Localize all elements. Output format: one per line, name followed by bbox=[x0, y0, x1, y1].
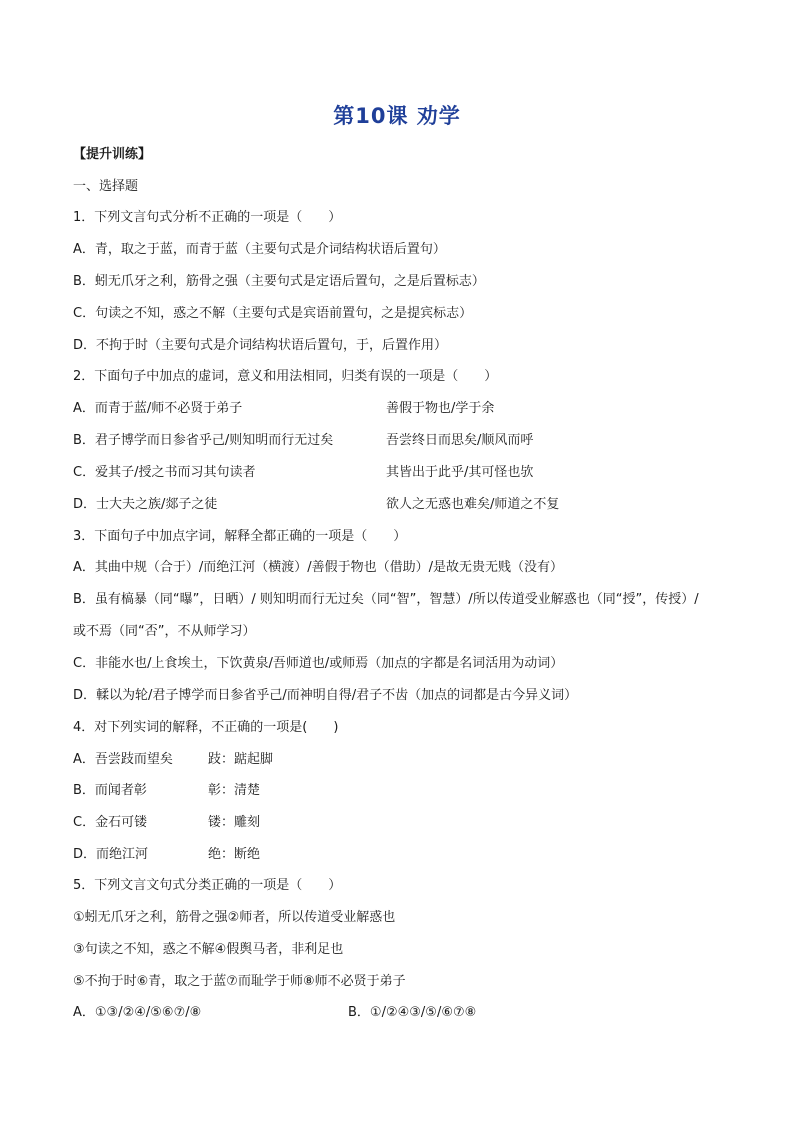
q2-option-d bbox=[73, 495, 754, 515]
q4-option-c-left: C．金石可镂 bbox=[73, 815, 148, 830]
q5-sentence-line3: ⑤不拘于时⑥青，取之于蓝⑦而耻学于师⑧师不必贤于弟子 bbox=[73, 974, 406, 989]
q2-option-b bbox=[73, 431, 754, 451]
q1-stem: 1．下列文言句式分析不正确的一项是（ ） bbox=[73, 210, 342, 225]
q3-stem: 3．下面句子中加点字词，解释全都正确的一项是（ ） bbox=[73, 529, 407, 544]
q4-option-d-left: D．而绝江河 bbox=[73, 847, 149, 862]
q2-option-b-left: B．君子博学而日参省乎己/则知明而行无过矣 bbox=[73, 433, 334, 448]
q2-option-d-right: 欲人之无惑也难矣/师道之不复 bbox=[386, 497, 560, 512]
q3-option-b-line1: B．虽有槁暴（同“曝”，日晒）/ 则知明而行无过矣（同“智”，智慧）/所以传道受业解惑也（同“授”，传授）/ bbox=[73, 592, 699, 607]
q4-option-b-left: B．而闻者彰 bbox=[73, 783, 147, 798]
q5-option-b: B．①/②④③/⑤/⑥⑦⑧ bbox=[348, 1005, 477, 1020]
q3-option-d: D．輮以为轮/君子博学而日参省乎己/而神明自得/君子不齿（加点的词都是古今异义词） bbox=[73, 688, 578, 703]
q4-option-a-left: A．吾尝跂而望矣 bbox=[73, 752, 173, 767]
q4-option-b-right: 彰：清楚 bbox=[208, 783, 261, 798]
q5-option-a: A．①③/②④/⑤⑥⑦/⑧ bbox=[73, 1005, 202, 1020]
q5-stem: 5．下列文言文句式分类正确的一项是（ ） bbox=[73, 878, 342, 893]
q1-option-b: B．蚓无爪牙之利，筋骨之强（主要句式是定语后置句，之是后置标志） bbox=[73, 274, 485, 289]
q4-option-a bbox=[73, 750, 754, 770]
q2-option-a-right: 善假于物也/学于余 bbox=[386, 401, 495, 416]
q1-option-a: A．青，取之于蓝，而青于蓝（主要句式是介词结构状语后置句） bbox=[73, 242, 446, 257]
q1-option-c: C．句读之不知，惑之不解（主要句式是宾语前置句，之是提宾标志） bbox=[73, 306, 473, 321]
q1-option-d: D．不拘于时（主要句式是介词结构状语后置句，于，后置作用） bbox=[73, 338, 448, 353]
q5-sentence-line1: ①蚓无爪牙之利，筋骨之强②师者，所以传道受业解惑也 bbox=[73, 910, 396, 925]
q3-option-c: C．非能水也/上食埃土，下饮黄泉/吾师道也/或师焉（加点的字都是名词活用为动词） bbox=[73, 656, 564, 671]
q2-option-a bbox=[73, 399, 754, 419]
q4-option-c bbox=[73, 813, 754, 833]
q2-option-b-right: 吾尝终日而思矣/顺风而呼 bbox=[386, 433, 534, 448]
q4-option-d bbox=[73, 845, 754, 865]
q2-option-c-left: C．爱其子/授之书而习其句读者 bbox=[73, 465, 256, 480]
q4-option-d-right: 绝：断绝 bbox=[208, 847, 261, 862]
q4-option-a-right: 跂：踮起脚 bbox=[208, 752, 274, 767]
q2-stem: 2．下面句子中加点的虚词，意义和用法相同，归类有误的一项是（ ） bbox=[73, 369, 498, 384]
q3-option-b-line2: 或不焉（同“否”，不从师学习） bbox=[73, 624, 256, 639]
q4-option-b bbox=[73, 781, 754, 801]
section-tag: 【提升训练】 bbox=[73, 147, 152, 162]
q5-options bbox=[73, 1003, 754, 1023]
q3-option-a: A．其曲中规（合于）/而绝江河（横渡）/善假于物也（借助）/是故无贵无贱（没有） bbox=[73, 560, 564, 575]
q2-option-a-left: A．而青于蓝/师不必贤于弟子 bbox=[73, 401, 243, 416]
q5-sentence-line2: ③句读之不知，惑之不解④假舆马者，非利足也 bbox=[73, 942, 344, 957]
page-title: 第10课 劝学 bbox=[333, 104, 461, 128]
q2-option-c bbox=[73, 463, 754, 483]
q4-stem: 4．对下列实词的解释，不正确的一项是( ) bbox=[73, 720, 339, 735]
q2-option-d-left: D．士大夫之族/郯子之徒 bbox=[73, 497, 218, 512]
q4-option-c-right: 镂：雕刻 bbox=[208, 815, 261, 830]
q2-option-c-right: 其皆出于此乎/其可怪也欤 bbox=[386, 465, 534, 480]
section-heading: 一、选择题 bbox=[73, 179, 139, 194]
